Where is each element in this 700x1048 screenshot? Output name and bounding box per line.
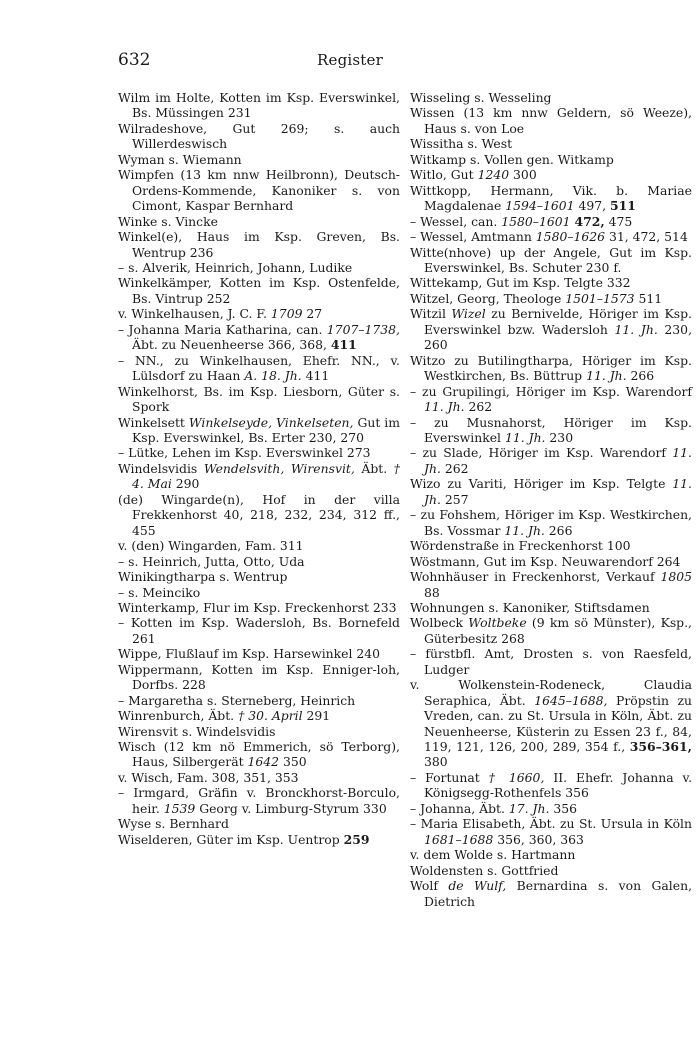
- index-entry-text: 356–361,: [629, 739, 692, 755]
- index-entry-text: 11. Jh.: [504, 522, 545, 538]
- index-entry-text: – Johanna, Äbt.: [410, 800, 509, 816]
- index-entry-text: Pröpstin zu Vreden, can. zu St. Ursula in Köln, Äbt. zu Neuenheerse, Küsterin zu Essen 23 f., 84, 119, 121, 126, 200, 289, 354 f.,: [424, 692, 692, 755]
- index-entry-text: 350: [279, 754, 307, 770]
- index-entry: [410, 105, 692, 136]
- index-entry-text: Winkel(e), Haus im Ksp. Greven, Bs. Wentrup 236: [118, 229, 400, 260]
- index-entry: [410, 538, 692, 553]
- index-entry-text: 290: [171, 476, 200, 492]
- index-entry-text: Wyse s. Bernhard: [118, 816, 229, 832]
- index-entry-text: Winkelhorst, Bs. im Ksp. Liesborn, Güter s. Spork: [118, 383, 400, 415]
- index-entry-text: Wohnungen s. Kanoniker, Stiftsdamen: [410, 599, 650, 615]
- index-entry: [118, 739, 400, 770]
- index-entry-text: Winkelsett: [118, 414, 189, 430]
- index-entry: [410, 229, 692, 244]
- index-entry-text: – zu Grupilingi, Höriger im Ksp. Warendorf: [410, 383, 692, 399]
- index-entry-text: – Irmgard, Gräfin v. Bronckhorst-Borculo, heir.: [118, 785, 400, 816]
- index-entry: [410, 415, 692, 446]
- index-entry: [410, 152, 692, 167]
- index-entry: [118, 569, 400, 584]
- index-entry: [118, 538, 400, 553]
- index-entry-text: Wimpfen (13 km nnw Heilbronn), Deutsch-Ordens-Kommende, Kanoniker s. von Cimont, Kaspar Bernhard: [118, 167, 400, 214]
- index-entry-text: – s. Heinrich, Jutta, Otto, Uda: [118, 553, 305, 569]
- index-entry-text: 17. Jh.: [508, 800, 550, 816]
- index-entry-text: Woldensten s. Gottfried: [410, 862, 559, 878]
- index-entry-text: Wendelsvith, Wirensvit,: [203, 460, 355, 476]
- index-entry: [118, 275, 400, 306]
- index-entry: [410, 615, 692, 646]
- index-entry-text: Wittkopp, Hermann, Vik. b. Mariae Magdalenae: [410, 182, 692, 214]
- index-entry: [118, 585, 400, 600]
- index-entry-text: 1501–1573: [565, 290, 635, 306]
- index-entry-text: 259: [343, 831, 370, 847]
- index-entry-text: – zu Musnahorst, Höriger im Ksp. Everswinkel: [410, 414, 692, 445]
- index-entry-text: 11. Jh.: [424, 476, 692, 507]
- index-entry: [410, 167, 692, 182]
- index-entry: [118, 785, 400, 816]
- index-entry-text: 230: [545, 429, 574, 445]
- index-entry: [118, 260, 400, 275]
- index-entry-text: Wilradeshove, Gut 269; s. auch Willerdeswisch: [118, 120, 400, 152]
- index-entry-text: Wiselderen, Güter im Ksp. Uentrop: [118, 831, 344, 847]
- index-entry-text: 230, 260: [424, 321, 693, 353]
- index-entry: [118, 90, 400, 121]
- index-entry-text: 1707–1738,: [326, 321, 400, 337]
- index-entry-text: 257: [440, 491, 469, 507]
- index-entry: [118, 306, 400, 321]
- index-entry-text: Bernardina s. von Galen, Dietrich: [424, 878, 693, 909]
- index-entry-text: Wizel: [451, 306, 486, 322]
- index-entry-text: A. 18. Jh.: [244, 368, 302, 384]
- index-entry-text: Wissen (13 km nnw Geldern, sö Weeze), Haus s. von Loe: [410, 105, 692, 136]
- index-entry: [118, 770, 400, 785]
- index-entry-text: 1539: [163, 800, 196, 816]
- index-entry: [410, 554, 692, 569]
- index-entry-text: 11. Jh.: [586, 368, 627, 384]
- index-entry-text: 1580–1626: [535, 229, 606, 245]
- index-entry-text: – Johanna Maria Katharina, can.: [118, 321, 327, 337]
- index-entry-text: – fürstbfl. Amt, Drosten s. von Raesfeld, Ludger: [410, 646, 692, 677]
- index-entry-text: 411: [301, 368, 330, 384]
- index-entry-text: zu Bernivelde, Höriger im Ksp. Everswinkel bzw. Wadersloh: [424, 306, 692, 337]
- index-entry-text: Winkelseyde, Vinkelseten,: [188, 414, 354, 430]
- index-entry-text: Witzel, Georg, Theologe: [410, 290, 566, 306]
- index-entry: [118, 461, 400, 492]
- index-entry: [410, 816, 692, 847]
- index-entry-text: (9 km sö Münster), Ksp., Güterbesitz 268: [424, 615, 692, 646]
- index-entry-text: – Wessel, can.: [410, 213, 502, 229]
- index-entry-text: 1645–1688,: [534, 692, 608, 708]
- index-entry: [118, 167, 400, 213]
- index-entry-text: 291: [302, 708, 331, 724]
- index-entry-text: Witzil: [410, 306, 452, 322]
- index-entry: [410, 90, 692, 105]
- index-entry: [410, 801, 692, 816]
- page-header: [0, 50, 700, 74]
- index-entry-text: 380: [424, 754, 448, 770]
- index-entry-text: Wöstmann, Gut im Ksp. Neuwarendorf 264: [410, 553, 681, 569]
- index-entry-text: (de) Wingarde(n), Hof in der villa Frekkenhorst 40, 218, 232, 234, 312 ff., 455: [118, 491, 400, 538]
- index-entry-text: 475: [604, 213, 633, 229]
- index-entry-text: 497,: [574, 198, 610, 214]
- index-entry-text: Wohnhäuser in Freckenhorst, Verkauf: [410, 569, 661, 585]
- index-entry-text: Wippe, Flußlauf im Ksp. Harsewinkel 240: [118, 646, 381, 662]
- index-entry-text: – Fortunat: [410, 769, 489, 785]
- index-entry-text: Georg v. Limburg-Styrum 330: [195, 800, 387, 816]
- index-entry-text: v. Winkelhausen, J. C. F.: [118, 306, 271, 322]
- index-entry-text: Wippermann, Kotten im Ksp. Enniger-loh, Dorfbs. 228: [118, 661, 400, 693]
- index-entry-text: de Wulf,: [448, 878, 507, 894]
- index-entry-text: – Margaretha s. Sterneberg, Heinrich: [118, 692, 356, 708]
- index-entry-text: † 1660,: [488, 769, 545, 785]
- index-entry-text: 11. Jh.: [504, 429, 546, 445]
- index-entry-text: Äbt. zu Neuenheerse 366, 368,: [132, 337, 331, 353]
- index-entry-text: 411: [330, 337, 357, 353]
- index-entry-text: – Maria Elisabeth, Äbt. zu St. Ursula in Köln: [410, 816, 692, 832]
- index-entry: [410, 507, 692, 538]
- index-entry-text: – Lütke, Lehen im Ksp. Everswinkel 273: [118, 445, 371, 461]
- index-entry-text: Winkelkämper, Kotten im Ksp. Ostenfelde, Bs. Vintrup 252: [118, 275, 400, 306]
- index-entry-text: – s. Meinciko: [118, 584, 201, 600]
- index-entry: [410, 353, 692, 384]
- index-entry: [118, 121, 400, 152]
- index-entry-text: 27: [302, 306, 323, 322]
- index-entry-text: 472,: [574, 213, 605, 229]
- index-entry-text: 1240: [477, 167, 510, 183]
- index-entry-text: 31, 472, 514: [605, 229, 688, 245]
- index-entry-text: 266: [626, 368, 655, 384]
- index-entry-text: Wisch (12 km nö Emmerich, sö Terborg), Haus, Silbergerät: [118, 739, 400, 770]
- index-entry-text: 11. Jh.: [424, 445, 692, 476]
- index-entry-text: 1681–1688: [424, 831, 494, 847]
- index-entry-text: Winke s. Vincke: [118, 213, 218, 229]
- index-entry-text: Gut im Ksp. Everswinkel, Bs. Erter 230, 270: [132, 414, 400, 445]
- index-entry: [410, 306, 692, 352]
- index-entry-text: v. Wolkenstein-Rodeneck, Claudia Seraphica, Äbt.: [410, 677, 692, 708]
- index-entry: [410, 245, 692, 276]
- index-entry: [410, 214, 692, 229]
- index-entry: [410, 476, 692, 507]
- index-entry-text: Wolbeck: [410, 615, 469, 631]
- index-entry-text: Wilm im Holte, Kotten im Ksp. Everswinkel, Bs. Müssingen 231: [118, 90, 400, 121]
- index-entry: [410, 600, 692, 615]
- index-entry: [410, 384, 692, 415]
- page-number: 632: [118, 50, 151, 70]
- index-entry-text: Wissitha s. West: [410, 136, 513, 152]
- index-entry-text: Wördenstraße in Freckenhorst 100: [410, 538, 631, 554]
- index-entry: [118, 384, 400, 415]
- index-entry-text: – NN., zu Winkelhausen, Ehefr. NN., v. Lülsdorf zu Haan: [118, 352, 400, 384]
- index-entry-text: 356: [549, 800, 578, 816]
- index-entry: [118, 554, 400, 569]
- index-entry-text: 1580–1601: [501, 213, 571, 229]
- index-entry: [410, 847, 692, 862]
- index-entry: [410, 291, 692, 306]
- index-entry-text: 11. Jh.: [614, 321, 658, 337]
- index-entry: [118, 662, 400, 693]
- index-entry-text: Wyman s. Wiemann: [118, 151, 242, 167]
- index-entry-text: Wisseling s. Wesseling: [410, 90, 552, 105]
- index-entry: [410, 863, 692, 878]
- index-entry-text: Windelsvidis: [118, 460, 204, 476]
- index-entry: [118, 693, 400, 708]
- index-entry: [118, 832, 400, 847]
- index-entry: [410, 770, 692, 801]
- index-entry-text: 300: [509, 167, 537, 183]
- index-entry-text: Witlo, Gut: [410, 167, 478, 183]
- index-entry-text: 511: [634, 290, 663, 306]
- index-entry-text: 511: [610, 198, 636, 214]
- index-column-right: [410, 90, 692, 909]
- index-entry: [410, 183, 692, 214]
- index-entry: [410, 878, 692, 909]
- index-entry-text: 1594–1601: [505, 198, 575, 214]
- index-entry-text: v. (den) Wingarden, Fam. 311: [118, 538, 304, 554]
- index-entry-text: II. Ehefr. Johanna v. Königsegg-Rothenfels 356: [424, 769, 693, 801]
- index-entry-text: 262: [464, 399, 493, 415]
- index-entry-text: Witte(nhove) up der Angele, Gut im Ksp. Everswinkel, Bs. Schuter 230 f.: [410, 244, 692, 275]
- index-entry-text: Winterkamp, Flur im Ksp. Freckenhorst 233: [118, 599, 397, 615]
- index-entry: [118, 492, 400, 538]
- index-entry-text: Winikingtharpa s. Wentrup: [118, 569, 288, 585]
- index-entry: [410, 136, 692, 151]
- index-entry-text: Woltbeke: [468, 615, 527, 631]
- index-entry-text: 1642: [247, 754, 280, 770]
- index-entry-text: – Wessel, Amtmann: [410, 229, 536, 245]
- index-entry-text: v. Wisch, Fam. 308, 351, 353: [118, 769, 299, 785]
- index-entry: [410, 445, 692, 476]
- index-entry-text: Wittekamp, Gut im Ksp. Telgte 332: [410, 275, 631, 291]
- index-entry: [118, 724, 400, 739]
- index-entry: [410, 646, 692, 677]
- index-entry-text: Wolf: [410, 878, 449, 894]
- index-entry-text: Witzo zu Butilingtharpa, Höriger im Ksp. Westkirchen, Bs. Büttrup: [410, 352, 692, 384]
- index-entry-text: Äbt.: [354, 460, 394, 476]
- index-entry-text: – Kotten im Ksp. Wadersloh, Bs. Bornefeld 261: [118, 615, 400, 646]
- index-entry-text: 1709: [270, 306, 303, 322]
- index-entry-text: Wirensvit s. Windelsvidis: [118, 723, 276, 739]
- index-entry-text: † 4. Mai: [132, 460, 400, 492]
- index-entry: [118, 445, 400, 460]
- index-entry: [118, 214, 400, 229]
- index-entry: [118, 615, 400, 646]
- index-entry-text: – s. Alverik, Heinrich, Johann, Ludike: [118, 259, 353, 275]
- index-entry: [410, 677, 692, 770]
- index-entry-text: 262: [440, 460, 469, 476]
- index-entry-text: † 30. April: [238, 708, 303, 724]
- index-entry-text: – zu Slade, Höriger im Ksp. Warendorf: [410, 445, 673, 461]
- index-entry: [118, 415, 400, 446]
- index-entry-text: – zu Fohshem, Höriger im Ksp. Westkirchen, Bs. Vossmar: [410, 507, 692, 538]
- index-entry-text: 1805: [660, 569, 692, 585]
- index-entry: [410, 275, 692, 290]
- index-entry: [118, 353, 400, 384]
- index-entry: [118, 229, 400, 260]
- index-entry: [118, 646, 400, 661]
- index-entry-text: v. dem Wolde s. Hartmann: [410, 847, 576, 863]
- index-entry-text: 11. Jh.: [424, 399, 465, 415]
- index-entry-text: Witkamp s. Vollen gen. Witkamp: [410, 151, 614, 167]
- index-entry: [118, 152, 400, 167]
- index-entry: [118, 322, 400, 353]
- index-entry-text: Winrenburch, Äbt.: [118, 708, 239, 724]
- index-entry-text: Wizo zu Variti, Höriger im Ksp. Telgte: [410, 476, 673, 492]
- index-entry: [410, 569, 692, 600]
- index-entry-text: 356, 360, 363: [493, 831, 584, 847]
- index-entry-text: 266: [544, 522, 573, 538]
- index-entry-text: 88: [424, 584, 440, 600]
- running-title: Register: [317, 51, 383, 69]
- index-column-left: [118, 90, 400, 847]
- index-entry: [118, 816, 400, 831]
- index-entry: [118, 708, 400, 723]
- index-entry: [118, 600, 400, 615]
